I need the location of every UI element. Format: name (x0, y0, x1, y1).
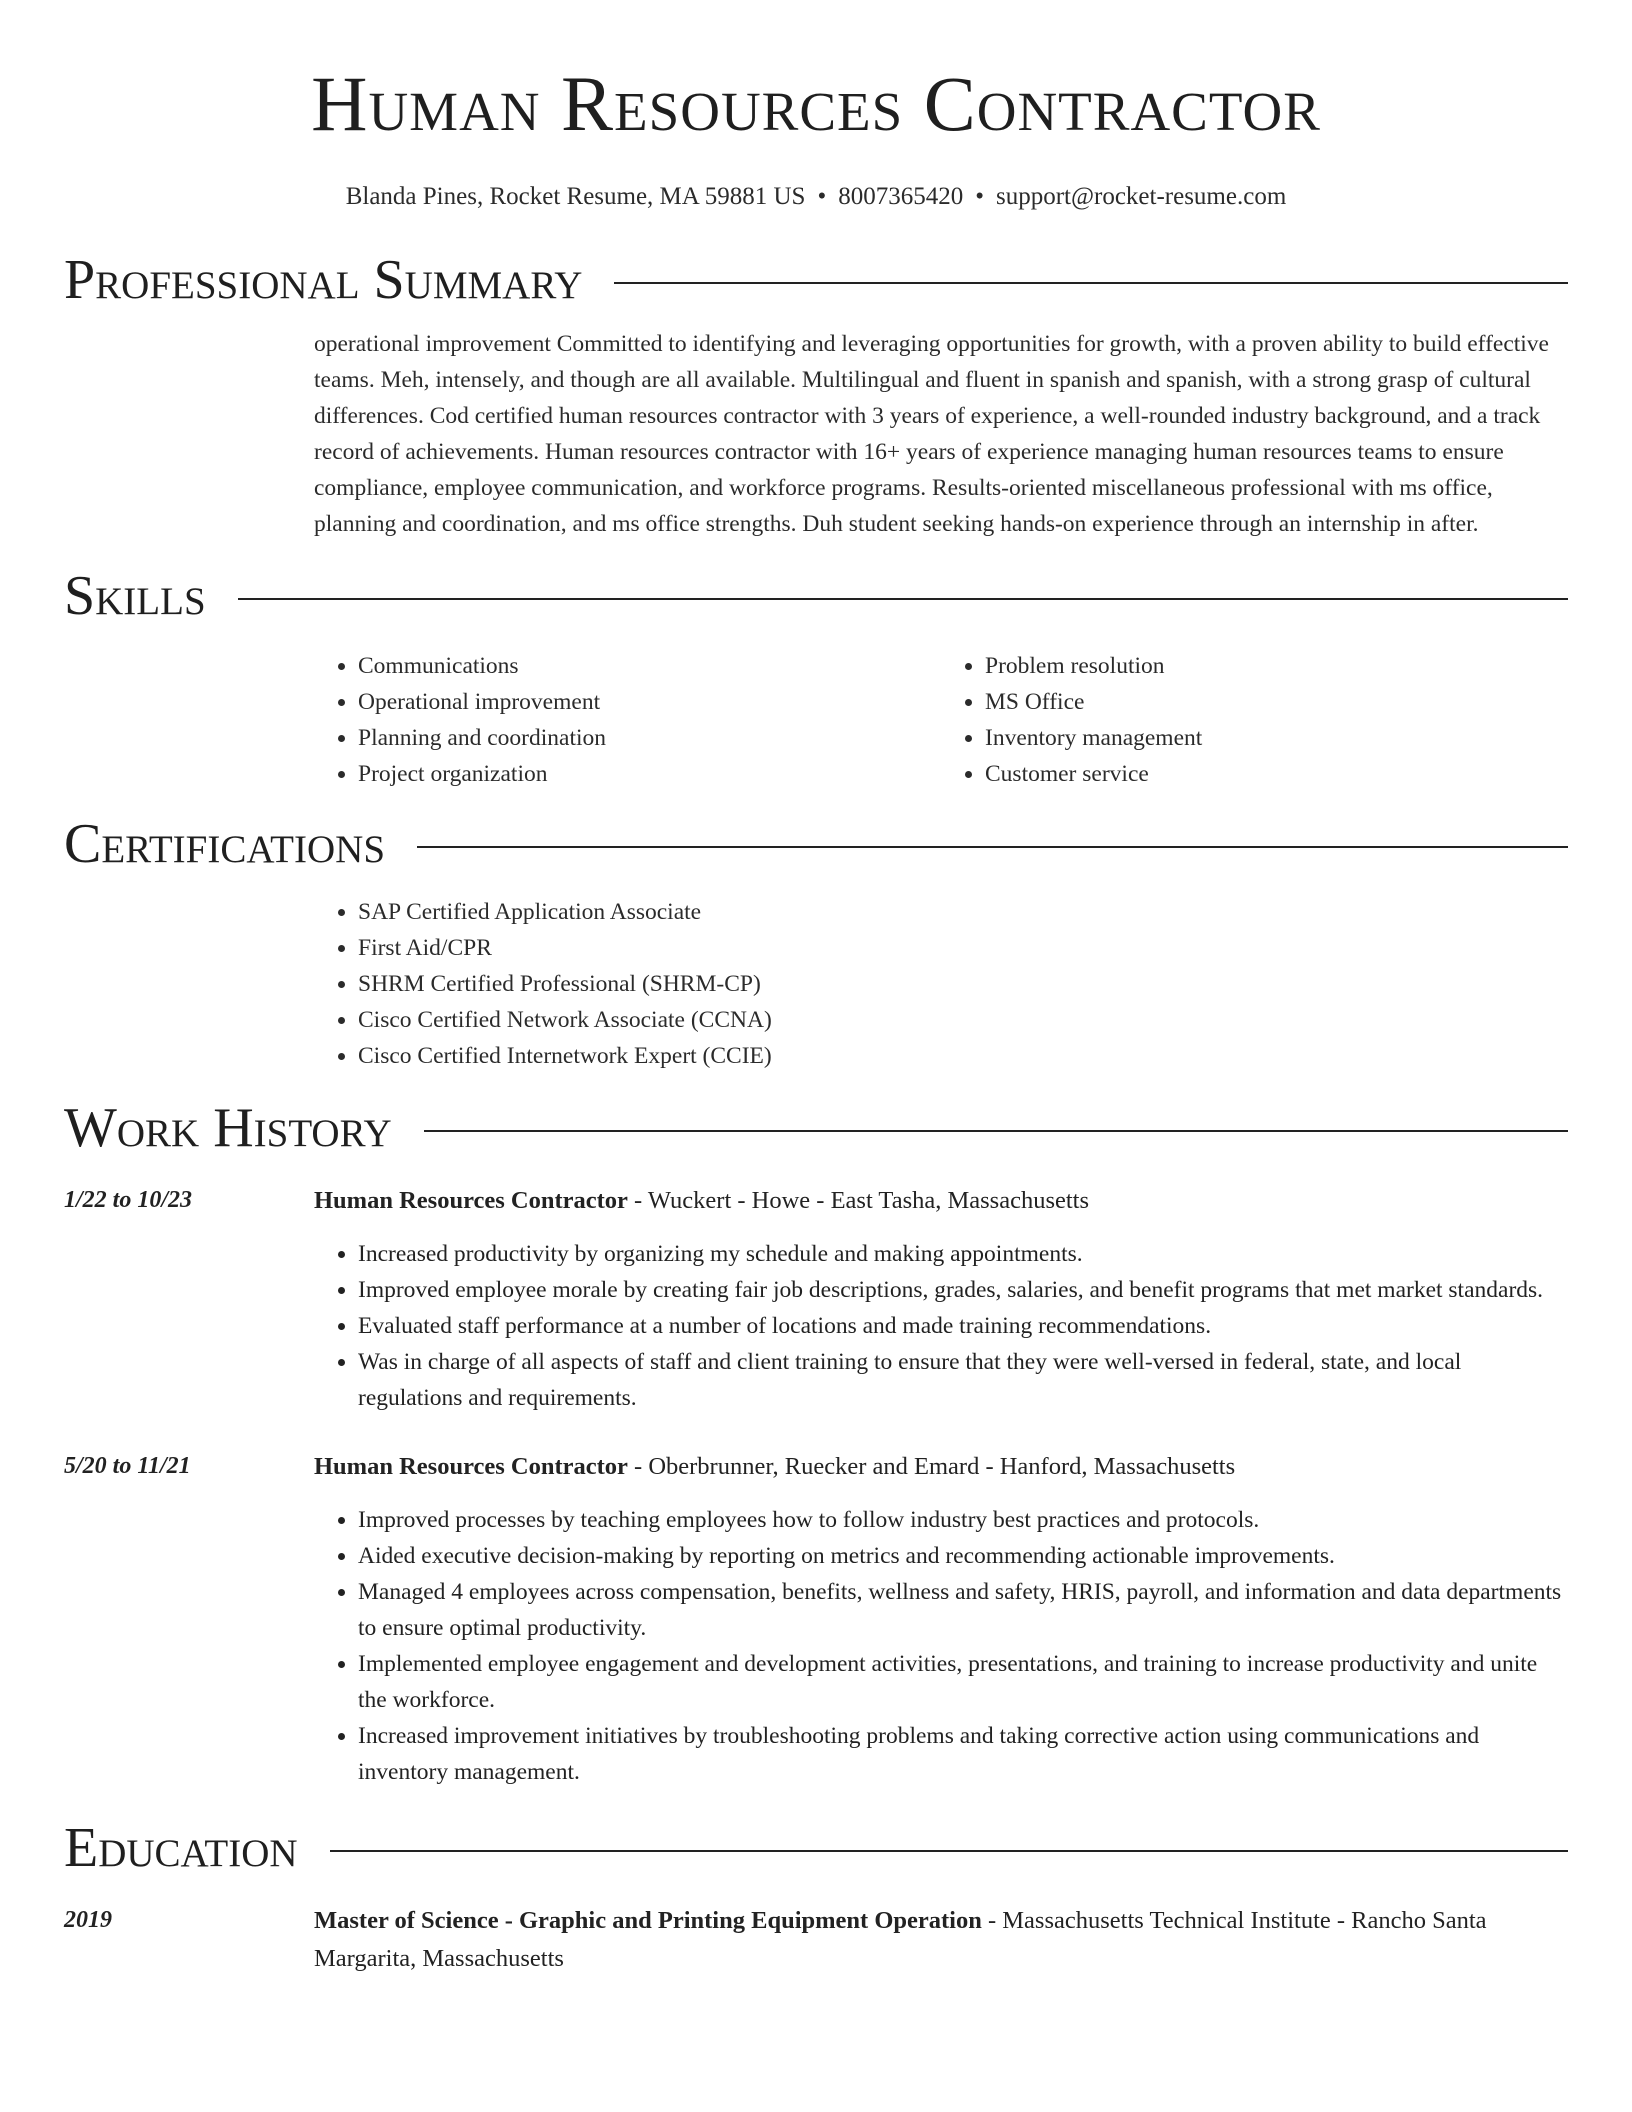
contact-line (0, 182, 1632, 212)
list-item: • Evaluated staff performance at a number of locations and made training recommendations. (358, 1308, 1568, 1344)
list-item: • Inventory management (985, 720, 1568, 756)
job-title: Human Resources Contractor (314, 1187, 628, 1214)
job-info (314, 1448, 1568, 1486)
job-bullets (314, 1236, 1568, 1416)
email: support@rocket-resume.com (995, 183, 1287, 210)
work-section-header (64, 1096, 1568, 1160)
section-title-certifications: Certifications (64, 813, 386, 875)
education-section-header (64, 1816, 1568, 1880)
education-info (314, 1902, 1568, 1978)
section-title-work-history: Work History (64, 1097, 392, 1159)
education-year: 2019 (64, 1907, 112, 1933)
list-item: • Problem resolution (985, 648, 1568, 684)
job-info (314, 1182, 1568, 1220)
list-item: • Communications (358, 648, 941, 684)
list-item: • MS Office (985, 684, 1568, 720)
list-item: • Cisco Certified Network Associate (CCNA) (358, 1002, 1568, 1038)
summary-text: operational improvement Committed to identifying and leveraging opportunities for growth, with a proven ability to build effective teams. Meh, intensely, and though are all available. Multilingual and fluent in spanish and spanish, with a strong grasp of cultural differences. Cod certified human resources contractor with 3 years of experience, a well-rounded industry background, and a track record of achievements. Human resources contractor with 16+ years of experience managing human resources teams to ensure compliance, employee communication, and workforce programs. Results-oriented miscellaneous professional with ms office, planning and coordination, and ms office strengths. Duh student seeking hands-on experience through an internship in after. (314, 331, 1549, 537)
section-divider (417, 846, 1568, 848)
list-item: • Increased productivity by organizing my schedule and making appointments. (358, 1236, 1568, 1272)
education-details: - Massachusetts Technical Institute - Rancho Santa Margarita, Massachusetts (314, 1907, 1487, 1972)
phone: 8007365420 (838, 183, 964, 210)
list-item: • Managed 4 employees across compensation, benefits, wellness and safety, HRIS, payroll, and information and data departments to ensure optimal productivity. (358, 1574, 1568, 1646)
list-item: • Implemented employee engagement and development activities, presentations, and training to increase productivity and unite the workforce. (358, 1646, 1568, 1718)
list-item: • Cisco Certified Internetwork Expert (CCIE) (358, 1038, 1568, 1074)
list-item: • Improved processes by teaching employees how to follow industry best practices and protocols. (358, 1502, 1568, 1538)
job-dates: 5/20 to 11/21 (64, 1453, 191, 1479)
summary-section-header (64, 248, 1568, 312)
job-bullets (314, 1502, 1568, 1790)
list-item: • Planning and coordination (358, 720, 941, 756)
address: Blanda Pines, Rocket Resume, MA 59881 US (345, 183, 806, 210)
degree: Master of Science - Graphic and Printing Equipment Operation (314, 1907, 982, 1934)
list-item: • Improved employee morale by creating fair job descriptions, grades, salaries, and benefit programs that met market standards. (358, 1272, 1568, 1308)
job-details: - Wuckert - Howe - East Tasha, Massachusetts (627, 1187, 1090, 1214)
section-title-education: Education (64, 1817, 298, 1879)
job-entry (64, 1182, 1568, 1220)
job-title: Human Resources Contractor (314, 1453, 628, 1480)
list-item: • Aided executive decision-making by reporting on metrics and recommending actionable improvements. (358, 1538, 1568, 1574)
section-divider (238, 598, 1568, 600)
list-item: • First Aid/CPR (358, 930, 1568, 966)
list-item: • Increased improvement initiatives by troubleshooting problems and taking corrective action using communications and inventory management. (358, 1718, 1568, 1790)
list-item: • Project organization (358, 756, 941, 792)
list-item: • Customer service (985, 756, 1568, 792)
section-divider (330, 1850, 1568, 1852)
section-divider (614, 282, 1568, 284)
separator: • (975, 183, 984, 210)
list-item: • Was in charge of all aspects of staff and client training to ensure that they were well-versed in federal, state, and local regulations and requirements. (358, 1344, 1568, 1416)
certifications-list (314, 894, 1568, 1074)
job-details: - Oberbrunner, Ruecker and Emard - Hanford, Massachusetts (627, 1453, 1236, 1480)
education-entry (64, 1902, 1568, 1978)
skills-column-left (314, 648, 941, 792)
list-item: • Operational improvement (358, 684, 941, 720)
section-title-skills: Skills (64, 565, 206, 627)
job-entry (64, 1448, 1568, 1486)
section-divider (424, 1130, 1568, 1132)
list-item: • SHRM Certified Professional (SHRM-CP) (358, 966, 1568, 1002)
list-item: • SAP Certified Application Associate (358, 894, 1568, 930)
candidate-name: Human Resources Contractor (311, 60, 1321, 147)
separator: • (817, 183, 827, 210)
skills-column-right (941, 648, 1568, 792)
certifications-section-header (64, 812, 1568, 876)
section-title-summary: Professional Summary (64, 249, 583, 311)
job-dates: 1/22 to 10/23 (64, 1187, 193, 1213)
skills-list (314, 648, 1568, 792)
skills-section-header (64, 564, 1568, 628)
